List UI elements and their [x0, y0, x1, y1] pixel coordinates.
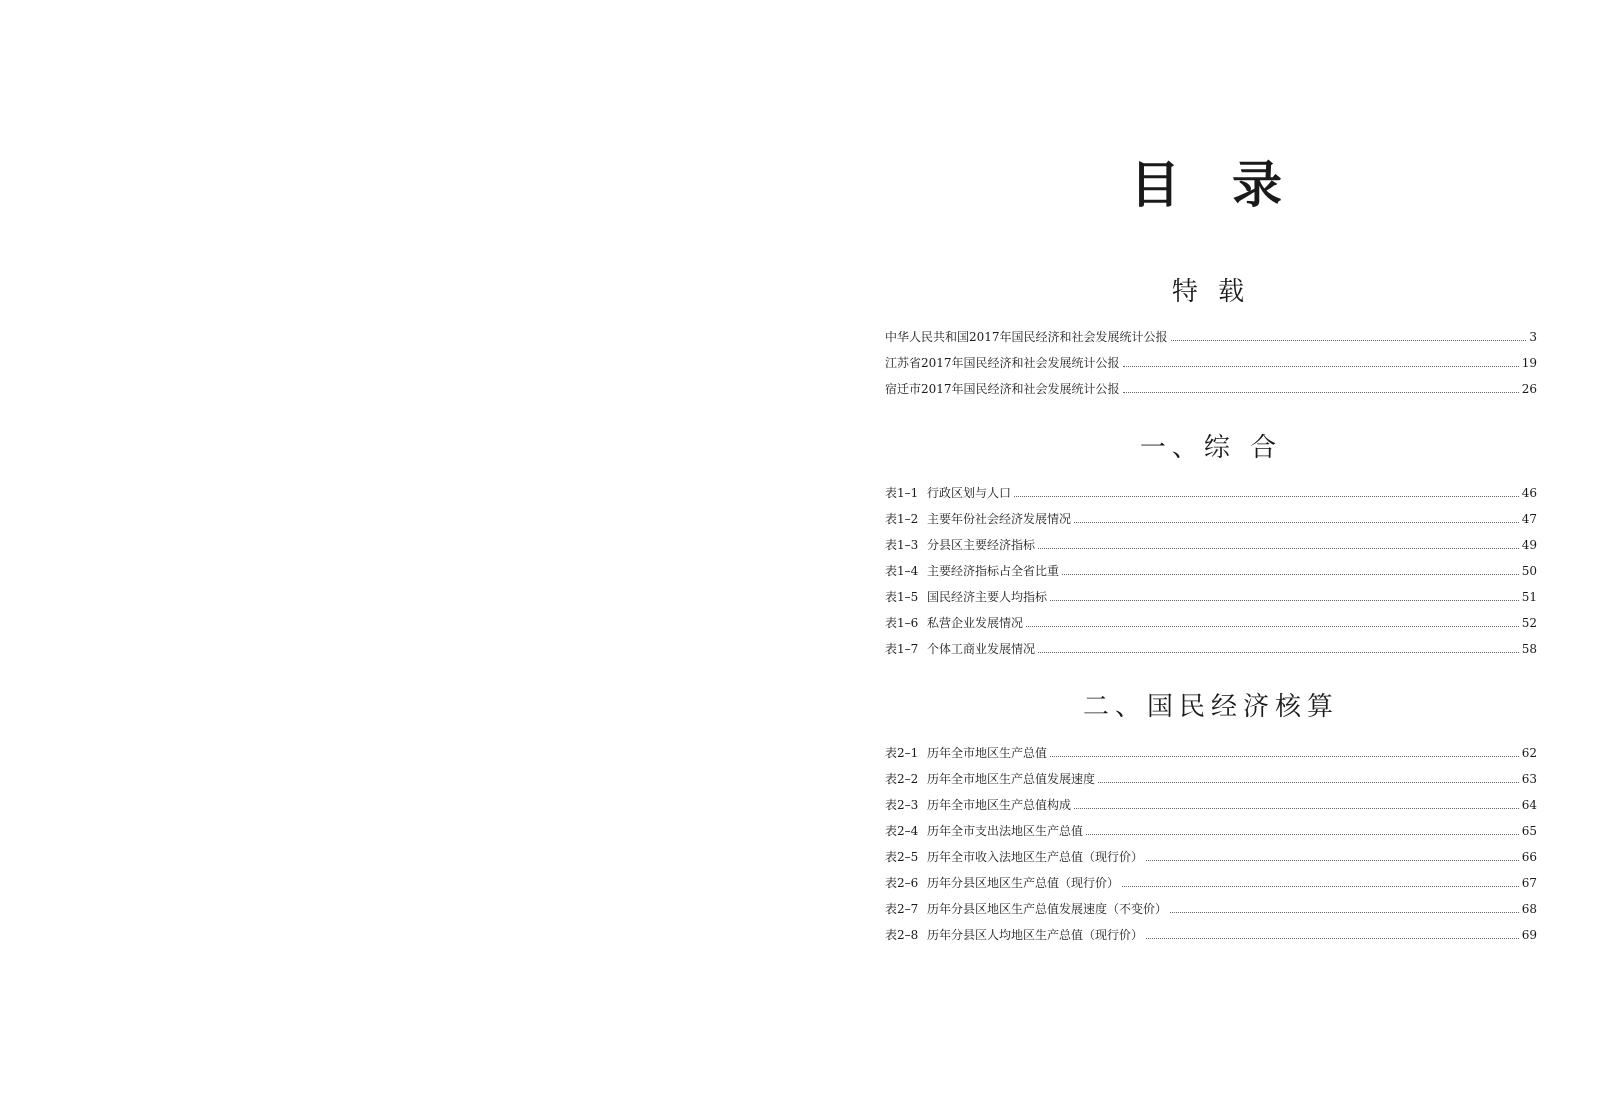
toc-entry[interactable] [885, 870, 1537, 896]
dot-leader [1146, 860, 1519, 861]
dot-leader [1050, 600, 1519, 601]
entry-title: 历年全市地区生产总值发展速度 [927, 772, 1096, 786]
dot-leader [1050, 756, 1519, 757]
toc-title-char: 录 [1232, 155, 1282, 214]
toc-entry[interactable] [885, 636, 1537, 662]
toc-entry[interactable] [885, 922, 1537, 948]
entry-page-number: 64 [1521, 798, 1537, 812]
dot-leader [1123, 366, 1519, 367]
dot-leader [1123, 392, 1519, 393]
toc-title-char: 目 [1130, 155, 1180, 214]
dot-leader [1122, 886, 1519, 887]
entry-title: 历年全市支出法地区生产总值 [927, 824, 1084, 838]
entry-page-number: 62 [1521, 746, 1537, 760]
toc-entry[interactable] [885, 506, 1537, 532]
entry-code: 表2–1 [885, 746, 919, 760]
toc-entry[interactable] [885, 480, 1537, 506]
entry-page-number: 58 [1521, 642, 1537, 656]
entry-code: 表2–2 [885, 772, 919, 786]
toc-entry[interactable] [885, 766, 1537, 792]
entry-title: 国民经济主要人均指标 [927, 590, 1048, 604]
entry-code: 表1–4 [885, 564, 919, 578]
entry-code: 表1–2 [885, 512, 919, 526]
entry-page-number: 67 [1521, 876, 1537, 890]
toc-entry[interactable] [885, 740, 1537, 766]
entry-title: 历年全市地区生产总值构成 [927, 798, 1072, 812]
entry-code: 表1–7 [885, 642, 919, 656]
dot-leader [1062, 574, 1519, 575]
entry-page-number: 63 [1521, 772, 1537, 786]
toc-entry[interactable] [885, 584, 1537, 610]
entry-page-number: 46 [1521, 486, 1537, 500]
entry-code: 表1–5 [885, 590, 919, 604]
toc-entry[interactable] [885, 792, 1537, 818]
entry-page-number: 49 [1521, 538, 1537, 552]
section-entries-general [885, 480, 1537, 662]
dot-leader [1170, 912, 1519, 913]
dot-leader [1038, 548, 1519, 549]
entry-title: 历年全市收入法地区生产总值（现行价） [927, 850, 1144, 864]
toc-entry[interactable] [885, 558, 1537, 584]
toc-entry[interactable] [885, 376, 1537, 402]
entry-title: 分县区主要经济指标 [927, 538, 1036, 552]
dot-leader [1086, 834, 1519, 835]
toc-entry[interactable] [885, 896, 1537, 922]
toc-entry[interactable] [885, 324, 1537, 350]
entry-page-number: 69 [1521, 928, 1537, 942]
entry-code: 表2–7 [885, 902, 919, 916]
entry-page-number: 51 [1521, 590, 1537, 604]
entry-title: 主要经济指标占全省比重 [927, 564, 1060, 578]
entry-title: 历年全市地区生产总值 [927, 746, 1048, 760]
toc-entry[interactable] [885, 818, 1537, 844]
section-entries-national-accounts [885, 740, 1537, 948]
entry-page-number: 3 [1529, 330, 1537, 344]
entry-code: 表1–3 [885, 538, 919, 552]
entry-page-number: 66 [1521, 850, 1537, 864]
dot-leader [1014, 496, 1519, 497]
entry-title: 个体工商业发展情况 [927, 642, 1036, 656]
entry-code: 表2–5 [885, 850, 919, 864]
entry-title: 宿迁市2017年国民经济和社会发展统计公报 [885, 382, 1120, 396]
toc-title [1130, 155, 1282, 214]
entry-page-number: 19 [1521, 356, 1537, 370]
entry-title: 私营企业发展情况 [927, 616, 1024, 630]
dot-leader [1074, 808, 1519, 809]
dot-leader [1038, 652, 1519, 653]
entry-code: 表2–8 [885, 928, 919, 942]
entry-code: 表2–4 [885, 824, 919, 838]
entry-page-number: 47 [1521, 512, 1537, 526]
entry-title: 行政区划与人口 [927, 486, 1012, 500]
dot-leader [1098, 782, 1519, 783]
section-heading-special: 特 载 [1171, 277, 1251, 307]
entry-page-number: 52 [1521, 616, 1537, 630]
toc-entry[interactable] [885, 844, 1537, 870]
toc-entry[interactable] [885, 610, 1537, 636]
dot-leader [1146, 938, 1519, 939]
toc-entry[interactable] [885, 532, 1537, 558]
entry-page-number: 65 [1521, 824, 1537, 838]
entry-page-number: 26 [1521, 382, 1537, 396]
entry-title: 主要年份社会经济发展情况 [927, 512, 1072, 526]
section-heading-general: 一、综 合 [1139, 433, 1283, 463]
entry-page-number: 68 [1521, 902, 1537, 916]
dot-leader [1171, 340, 1527, 341]
entry-code: 表2–6 [885, 876, 919, 890]
entry-title: 历年分县区地区生产总值（现行价） [927, 876, 1120, 890]
entry-title: 历年分县区地区生产总值发展速度（不变价） [927, 902, 1168, 916]
toc-entry[interactable] [885, 350, 1537, 376]
section-heading-national-accounts: 二、国民经济核算 [1082, 692, 1339, 722]
entry-title: 江苏省2017年国民经济和社会发展统计公报 [885, 356, 1120, 370]
entry-code: 表1–1 [885, 486, 919, 500]
entry-code: 表2–3 [885, 798, 919, 812]
dot-leader [1026, 626, 1519, 627]
entry-title: 中华人民共和国2017年国民经济和社会发展统计公报 [885, 330, 1168, 344]
entry-title: 历年分县区人均地区生产总值（现行价） [927, 928, 1144, 942]
section-entries-special [885, 324, 1537, 402]
left-page-blank [0, 0, 804, 1099]
entry-page-number: 50 [1521, 564, 1537, 578]
dot-leader [1074, 522, 1519, 523]
entry-code: 表1–6 [885, 616, 919, 630]
